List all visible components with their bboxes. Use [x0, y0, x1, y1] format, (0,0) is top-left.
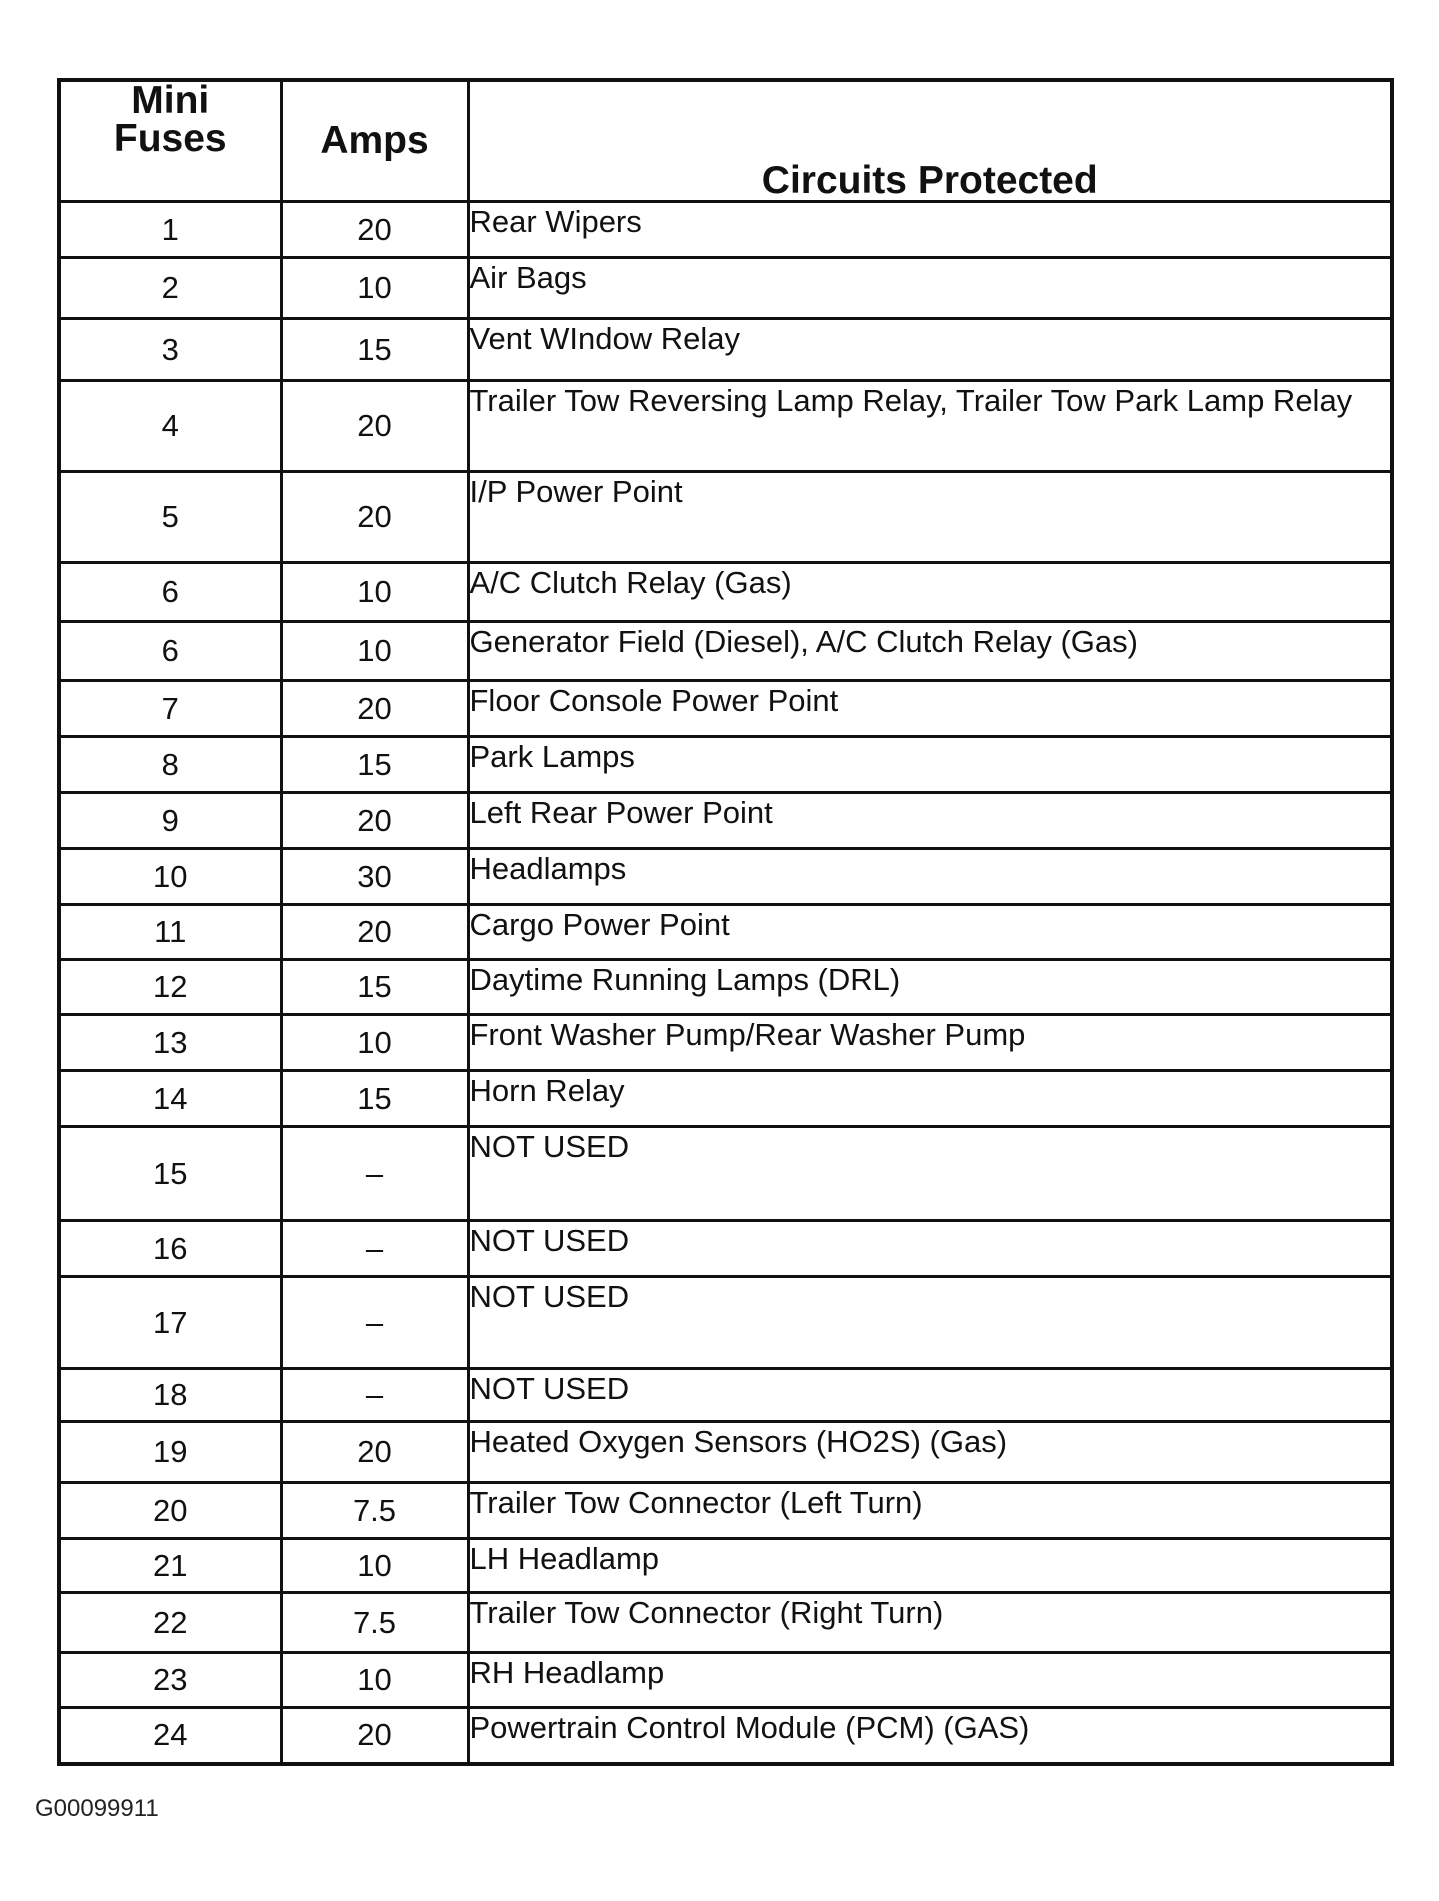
table-row [59, 381, 1392, 472]
fuse-number: 18 [59, 1369, 281, 1422]
fuse-amps: – [281, 1127, 468, 1221]
fuse-number: 10 [59, 849, 281, 905]
circuit-protected: Horn Relay [468, 1071, 1392, 1127]
fuse-amps: – [281, 1221, 468, 1277]
fuse-amps: 30 [281, 849, 468, 905]
table-row [59, 622, 1392, 681]
fuse-number: 9 [59, 793, 281, 849]
circuit-protected: Trailer Tow Connector (Right Turn) [468, 1593, 1392, 1653]
circuit-protected: RH Headlamp [468, 1653, 1392, 1708]
circuit-protected: Generator Field (Diesel), A/C Clutch Relay (Gas) [468, 622, 1392, 681]
fuse-number: 15 [59, 1127, 281, 1221]
table-row [59, 849, 1392, 905]
header-mini-fuses [59, 80, 281, 202]
table-row [59, 1071, 1392, 1127]
circuit-protected: Front Washer Pump/Rear Washer Pump [468, 1015, 1392, 1071]
table-row [59, 1369, 1392, 1422]
fuse-number: 23 [59, 1653, 281, 1708]
circuit-protected: NOT USED [468, 1277, 1392, 1369]
fuse-number: 21 [59, 1539, 281, 1593]
fuse-amps: 15 [281, 960, 468, 1015]
circuit-protected: Left Rear Power Point [468, 793, 1392, 849]
fuse-amps: 10 [281, 1539, 468, 1593]
fuse-number: 2 [59, 258, 281, 319]
table-row [59, 1127, 1392, 1221]
fuse-number: 13 [59, 1015, 281, 1071]
fuse-number: 12 [59, 960, 281, 1015]
fuse-number: 11 [59, 905, 281, 960]
fuse-number: 4 [59, 381, 281, 472]
fuse-number: 5 [59, 472, 281, 563]
circuit-protected: Rear Wipers [468, 202, 1392, 258]
table-row [59, 1015, 1392, 1071]
fuse-number: 7 [59, 681, 281, 737]
circuit-protected: A/C Clutch Relay (Gas) [468, 563, 1392, 622]
fuse-amps: 7.5 [281, 1483, 468, 1539]
table-header-row [59, 80, 1392, 202]
fuse-number: 20 [59, 1483, 281, 1539]
fuse-number: 6 [59, 563, 281, 622]
fuse-amps: 20 [281, 1708, 468, 1764]
fuse-amps: 15 [281, 319, 468, 381]
fuse-number: 17 [59, 1277, 281, 1369]
header-circuits-label: Circuits Protected [761, 159, 1098, 202]
circuit-protected: NOT USED [468, 1369, 1392, 1422]
table-row [59, 793, 1392, 849]
fuse-amps: 20 [281, 202, 468, 258]
fuse-amps: 7.5 [281, 1593, 468, 1653]
circuit-protected: Floor Console Power Point [468, 681, 1392, 737]
fuse-amps: – [281, 1277, 468, 1369]
circuit-protected: NOT USED [468, 1221, 1392, 1277]
table-row [59, 905, 1392, 960]
table-row [59, 960, 1392, 1015]
fuse-number: 24 [59, 1708, 281, 1764]
circuit-protected: I/P Power Point [468, 472, 1392, 563]
table-row [59, 1422, 1392, 1483]
circuit-protected: Trailer Tow Connector (Left Turn) [468, 1483, 1392, 1539]
table-row [59, 1483, 1392, 1539]
circuit-protected: Trailer Tow Reversing Lamp Relay, Trailer Tow Park Lamp Relay [468, 381, 1392, 472]
circuit-protected: Daytime Running Lamps (DRL) [468, 960, 1392, 1015]
table-row [59, 1653, 1392, 1708]
circuit-protected: Headlamps [468, 849, 1392, 905]
fuse-chart [57, 78, 1390, 1766]
fuse-amps: 15 [281, 1071, 468, 1127]
fuse-amps: 20 [281, 381, 468, 472]
fuse-amps: 20 [281, 793, 468, 849]
table-row [59, 737, 1392, 793]
table-row [59, 563, 1392, 622]
fuse-amps: 10 [281, 258, 468, 319]
fuse-number: 8 [59, 737, 281, 793]
circuit-protected: Vent WIndow Relay [468, 319, 1392, 381]
fuse-number: 6 [59, 622, 281, 681]
fuse-amps: 10 [281, 1015, 468, 1071]
fuse-amps: 10 [281, 563, 468, 622]
fuse-amps: 10 [281, 622, 468, 681]
fuse-number: 16 [59, 1221, 281, 1277]
fuse-amps: 20 [281, 905, 468, 960]
figure-id: G00099911 [35, 1795, 159, 1822]
table-row [59, 1221, 1392, 1277]
fuse-number: 1 [59, 202, 281, 258]
fuse-table [57, 78, 1394, 1766]
fuse-amps: 20 [281, 472, 468, 563]
fuse-amps: 10 [281, 1653, 468, 1708]
fuse-amps: – [281, 1369, 468, 1422]
fuse-amps: 15 [281, 737, 468, 793]
fuse-number: 3 [59, 319, 281, 381]
fuse-number: 22 [59, 1593, 281, 1653]
circuit-protected: Cargo Power Point [468, 905, 1392, 960]
fuse-number: 19 [59, 1422, 281, 1483]
header-circuits-protected [468, 80, 1392, 202]
header-amps [281, 80, 468, 202]
table-row [59, 1593, 1392, 1653]
table-row [59, 1708, 1392, 1764]
circuit-protected: Park Lamps [468, 737, 1392, 793]
fuse-amps: 20 [281, 681, 468, 737]
header-mini-fuses-label: Mini Fuses [113, 79, 227, 160]
fuse-amps: 20 [281, 1422, 468, 1483]
table-row [59, 319, 1392, 381]
circuit-protected: Air Bags [468, 258, 1392, 319]
table-row [59, 1539, 1392, 1593]
circuit-protected: Heated Oxygen Sensors (HO2S) (Gas) [468, 1422, 1392, 1483]
circuit-protected: NOT USED [468, 1127, 1392, 1221]
fuse-number: 14 [59, 1071, 281, 1127]
circuit-protected: LH Headlamp [468, 1539, 1392, 1593]
table-row [59, 202, 1392, 258]
table-row [59, 1277, 1392, 1369]
header-amps-label: Amps [320, 119, 429, 162]
table-row [59, 472, 1392, 563]
circuit-protected: Powertrain Control Module (PCM) (GAS) [468, 1708, 1392, 1764]
table-row [59, 681, 1392, 737]
table-row [59, 258, 1392, 319]
